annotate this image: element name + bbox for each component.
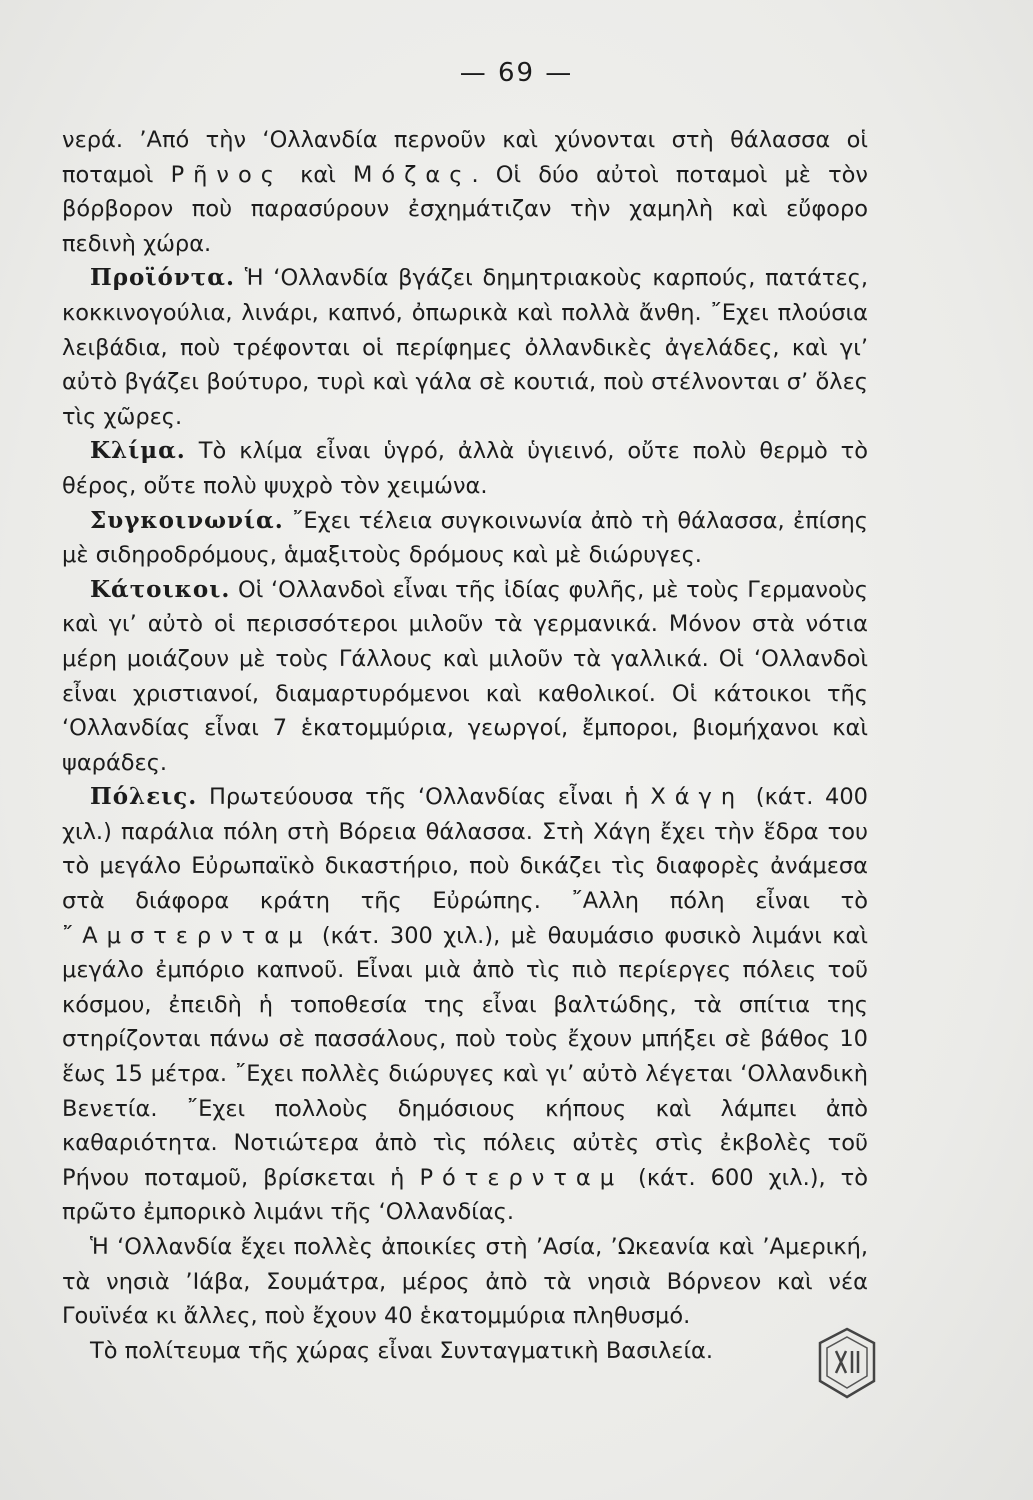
text-segment: καὶ (282, 161, 353, 188)
text-segment: Χάγη (650, 784, 745, 811)
text-segment: Μόζας (352, 161, 472, 188)
library-stamp-icon (812, 1325, 882, 1401)
text-segment: ῎Εχει τέλεια συγκοινωνία ἀπὸ τὴ θάλασσα, ἐπίσης μὲ σιδηροδρόμους, ἁμαξιτοὺς δρόμους καὶ μὲ διώρυγες. (62, 507, 868, 569)
text-segment: Ἡ ‘Ολλανδία ἔχει πολλὲς ἀποικίες στὴ ’Ασία, ’Ωκεανία καὶ ’Αμερική, τὰ νησιὰ ’Ιάβα, Σουμάτρα, μέρος ἀπὸ τὰ νησιὰ Βόρνεον καὶ νέα Γουϊνέα κι ἄλλες, ποὺ ἔχουν 40 ἑκατομμύρια πληθυσμό. (62, 1234, 868, 1330)
paragraph-products (62, 261, 868, 434)
text-segment: Ρῆνος (170, 161, 283, 188)
text-segment: Οἱ ‘Ολλανδοὶ εἶναι τῆς ἰδίας φυλῆς, μὲ τοὺς Γερμανοὺς καὶ γι’ αὐτὸ οἱ περισσότεροι μιλοῦν τὰ γερμανικά. Μόνον στὰ νότια μέρη μοιάζουν μὲ τοὺς Γάλλους καὶ μιλοῦν τὰ γαλλικά. Οἱ ‘Ολλανδοὶ εἶναι χριστιανοί, διαμαρτυρόμενοι καὶ καθολικοί. Οἱ κάτοικοι τῆς ‘Ολλανδίας εἶναι 7 ἑκατομμύρια, γεωργοί, ἔμποροι, βιομήχανοι καὶ ψαράδες. (62, 576, 868, 776)
text-segment: Τὸ κλίμα εἶναι ὑγρό, ἀλλὰ ὑγιεινό, οὔτε πολὺ θερμὸ τὸ θέρος, οὔτε πολὺ ψυχρὸ τὸν χειμώνα. (62, 438, 868, 499)
paragraph-intro (62, 123, 868, 261)
section-heading: Κλίμα. (90, 437, 186, 465)
paragraph-inhabitants (62, 573, 868, 781)
text-segment: (κάτ. 400 χιλ.) παράλια πόλη στὴ Βόρεια θάλασσα. Στὴ Χάγη ἔχει τὴν ἕδρα του τὸ μεγάλο Εὐρωπαϊκὸ δικαστήριο, ποὺ δικάζει τὶς διαφορὲς ἀνάμεσα στὰ διάφορα κράτη τῆς Εὐρώπης. ῎Αλλη πόλη εἶναι τὸ (62, 784, 868, 915)
section-heading: Συγκοινωνία. (90, 506, 284, 534)
section-heading: Προϊόντα. (90, 264, 235, 292)
paragraph-cities (62, 780, 868, 1230)
text-segment: . Οἱ δύο αὐτοὶ ποταμοὶ μὲ τὸν βόρβορον ποὺ παρασύρουν ἐσχημάτιζαν τὴν χαμηλὴ καὶ εὔφορο πεδινὴ χώρα. (62, 161, 868, 257)
body-text (62, 123, 868, 1368)
text-segment: νερά. ’Από τὴν ‘Ολλανδία περνοῦν καὶ χύνονται στὴ θάλασσα οἱ ποταμοὶ (62, 127, 868, 188)
paragraph-government (62, 1334, 868, 1369)
paragraph-climate (62, 434, 868, 503)
page-number: — 69 — (459, 58, 574, 88)
section-heading: Κάτοικοι. (90, 575, 231, 603)
text-segment: Ἡ ‘Ολλανδία βγάζει δημητριακοὺς καρπούς, πατάτες, κοκκινογούλια, λινάρι, καπνό, ὀπωρικὰ καὶ πολλὰ ἄνθη. ῎Εχει πλούσια λειβάδια, ποὺ τρέφονται οἱ περίφημες ὀλλανδικὲς ἀγελάδες, καὶ γι’ αὐτὸ βγάζει βούτυρο, τυρὶ καὶ γάλα σὲ κουτιά, ποὺ στέλνονται σ’ ὅλες τὶς χῶρες. (62, 265, 868, 430)
text-segment: (κάτ. 600 χιλ.), τὸ πρῶτο ἐμπορικὸ λιμάνι τῆς ‘Ολλανδίας. (62, 1164, 868, 1226)
text-segment: ῎Αμστερνταμ (62, 922, 312, 949)
paragraph-communication (62, 504, 868, 573)
section-heading: Πόλεις. (90, 783, 198, 811)
text-segment: Ρότερνταμ (419, 1164, 624, 1191)
text-segment: Πρωτεύουσα τῆς ‘Ολλανδίας εἶναι ἡ (197, 784, 651, 811)
paragraph-colonies (62, 1230, 868, 1334)
text-segment: Τὸ πολίτευμα τῆς χώρας εἶναι Συνταγματικὴ Βασιλεία. (90, 1337, 714, 1364)
text-segment: (κάτ. 300 χιλ.), μὲ θαυμάσιο φυσικὸ λιμάνι καὶ μεγάλο ἐμπόριο καπνοῦ. Εἶναι μιὰ ἀπὸ τὶς πιὸ περίεργες πόλεις τοῦ κόσμου, ἐπειδὴ ἡ τοποθεσία της εἶναι βαλτώδης, τὰ σπίτια της στηρίζονται πάνω σὲ πασσάλους, ποὺ τοὺς ἔχουν μπήξει σὲ βάθος 10 ἕως 15 μέτρα. ῎Εχει πολλὲς διώρυγες καὶ γι’ αὐτὸ λέγεται ‘Ολλανδικὴ Βενετία. ῎Εχει πολλοὺς δημόσιους κήπους καὶ λάμπει ἀπὸ καθαριότητα. Νοτιώτερα ἀπὸ τὶς πόλεις αὐτὲς στὶς ἐκβολὲς τοῦ Ρήνου ποταμοῦ, βρίσκεται ἡ (62, 922, 868, 1191)
